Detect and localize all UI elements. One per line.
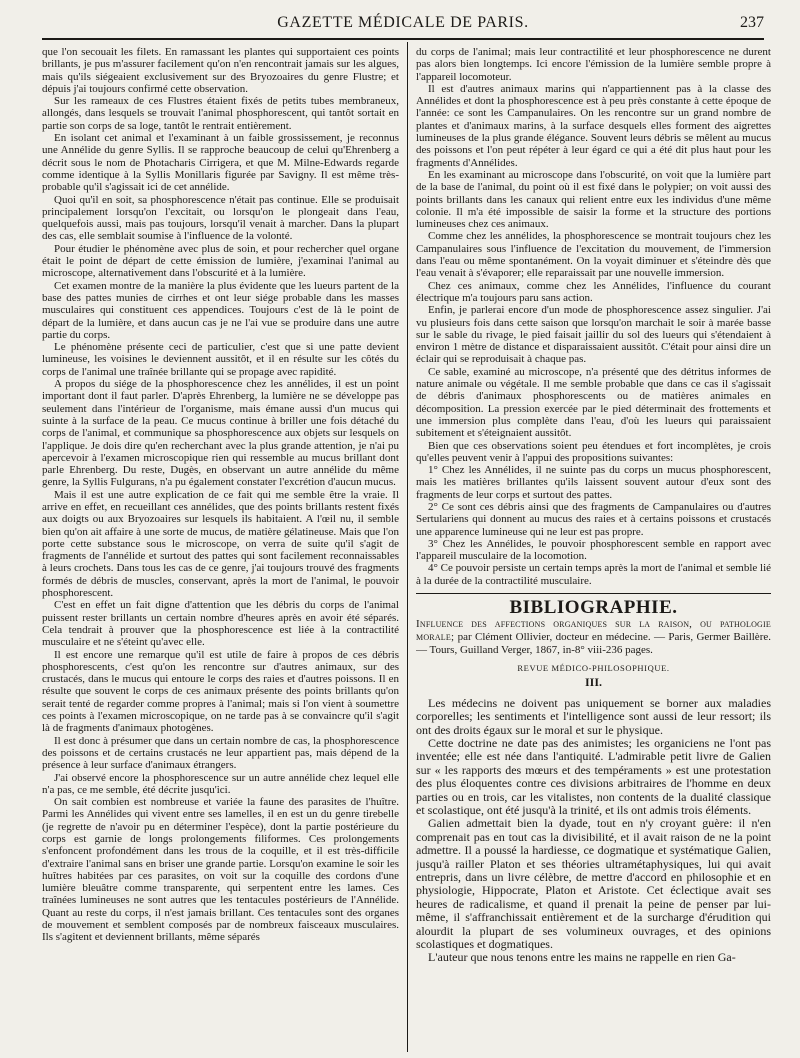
paragraph: Enfin, je parlerai encore d'un mode de phosphorescence assez singulier. J'ai vu plusieurs fois dans cette saison que lorsqu'on marchait le soir à marée basse sur le sable du rivage, le pied faisait jaillir du sol des lueurs qui s'étendaient à environ 1 mètre de distance et disparaissaient aussitôt. C'était pour ainsi dire un éclair qui se reproduisait à chaque pas. [416, 304, 771, 366]
paragraph: Quoi qu'il en soit, sa phosphorescence n'était pas continue. Elle se produisait principalement lorsqu'on l'excitait, ou lorsqu'on le plongeait dans l'eau, quelquefois aussi, mais pas toujours, lorsqu'il venait à marcher. Dans la plupart des cas, elle semblait soumise à l'influence de la volonté. [42, 193, 399, 243]
left-column [42, 46, 399, 1050]
paragraph: Galien admettait bien la dyade, tout en n'y croyant guère: il n'en comprenait pas en tout cas la divisibilité, et il avait raison de ne la point admettre. Il a poussé la hardiesse, ce dogmatique et systématique Galien, jusqu'à railler Platon et ses théories ultramétaphysiques, lui qui avait entrepris, dans un livre célèbre, de mettre d'accord en philosophie et en physiologie, Hippocrate, Platon et Aristote. Cet éclectique avait ses heures de radicalisme, et quand il prenait la peine de penser par lui-même, il s'affranchissait entièrement et de la surcharge d'érudition qui alourdit la plupart de ses volumineux ouvrages, et des opinions scolastiques et dogmatiques. [416, 816, 771, 952]
right-column [416, 46, 771, 1050]
page-number: 237 [740, 14, 764, 31]
column-divider [407, 42, 408, 1052]
paragraph: Il est d'autres animaux marins qui n'appartiennent pas à la classe des Annélides et dont la phosphorescence est à peu près constante à cette époque de l'année: ce sont les Campanulaires. On les rencontre sur un grand nombre de plantes et d'animaux marins, à la surface desquels elles forment des aigrettes lumineuses de la plus grande élégance. Souvent leurs débris se mêlent au mucus des poissons et l'on peut répéter à leur égard ce qui a été dit plus haut pour les fragments d'Annélides. [416, 82, 771, 169]
page-header [42, 12, 764, 38]
paragraph: A propos du siége de la phosphorescence chez les annélides, il est un point important dont il faut parler. D'après Ehrenberg, la lumière ne se développe pas seulement dans l'intérieur de l'organisme, mais émane aussi d'un mucus qui suinte à la surface de la peau. Ce mucus continue à briller une fois détaché du corps de l'animal, et communique sa phosphorescence aux objets sur lesquels on l'applique. Je dois dire qu'en recherchant avec la plus grande attention, je n'ai pu apercevoir à l'examen microscopique rien qui ressemble au mucus brillant dont parle Ehrenberg. Du reste, Dugès, en observant un autre annélide du même genre, la Syllis Fulgurans, n'a pu également constater l'excrétion d'aucun mucus. [42, 378, 399, 489]
propositions-list [416, 464, 771, 587]
paragraph: que l'on secouait les filets. En ramassant les plantes qui supportaient ces points brillants, je pus m'assurer facilement qu'on n'en rencontrait jamais sur les algues, mais qu'ils siégeaient exclusivement sur des Bryozoaires du genre Flustre; et dépuis j'ai toujours confirmé cette observation. [42, 46, 399, 95]
paragraph: J'ai observé encore la phosphorescence sur un autre annélide chez lequel elle n'a pas, ce me semble, été décrite jusqu'ici. [42, 771, 399, 796]
paragraph: Cette doctrine ne date pas des animistes; les organiciens ne l'ont pas inventée; elle est née dans l'antiquité. L'admirable petit livre de Galien sur « les rapports des mœurs et des tempéraments » est une protestation des plus éloquentes contre ces divisions arbitraires de l'homme en deux parties ou en trois, car les vitalistes, non contents de la dualité classique et scolastique, ont été jusqu'à la trinité, et ils ont admis trois éléments. [416, 735, 771, 817]
paragraph: du corps de l'animal; mais leur contractilité et leur phosphorescence ne durent pas alors bien longtemps. Ici encore l'émission de la lumière semble propre à l'appareil locomoteur. [416, 46, 771, 83]
book-details: par Clément Ollivier, docteur en médecine. — Paris, Germer Baillère. — Tours, Guilland Verger, 1867, in-8° viii-236 pages. [416, 630, 771, 656]
paragraph: Chez ces animaux, comme chez les Annélides, l'influence du courant électrique m'a toujours paru sans action. [416, 279, 771, 304]
book-title: Influence des affections organiques sur la raison, ou pathologie morale; [416, 618, 771, 643]
paragraph: En isolant cet animal et l'examinant à un faible grossissement, je reconnus une Annélide du genre Syllis. Il se rapproche beaucoup de celui qu'Ehrenberg a décrit sous le nom de Photacharis Cirrigera, et que M. Milne-Edwards regarde comme identique à la Syllis Monillaris figurée par Savigny. Il est même très-probable qu'il s'agissait ici de cet annélide. [42, 132, 399, 194]
paragraph: Bien que ces observations soient peu étendues et fort incomplètes, je crois qu'elles peuvent venir à l'appui des propositions suivantes: [416, 439, 771, 464]
proposition-item: 4° Ce pouvoir persiste un certain temps après la mort de l'animal et semble lié à la durée de la contractilité musculaire. [416, 562, 771, 587]
paragraph: On sait combien est nombreuse et variée la faune des parasites de l'huître. Parmi les Annélides qui vivent entre ses lamelles, il en est un du genre tirebelle (je regrette de n'avoir pu en déterminer l'espèce), dont la partie postérieure du corps est garnie de longs prolongements filiformes. Ces prolongements s'enfoncent profondément dans les trous de la coquille, et il est très-difficile d'extraire l'animal sans en briser une grande partie. Lorsqu'on examine le soir les huîtres habitées par ces parasites, on voit sur la coquille des cordons d'une lumière bleuâtre comme transparente, qui serpentent entre les lames. Ces traînées lumineuses ne sont autres que les tentacules postérieurs de l'Annélide. Quant au reste du corps, il n'est jamais brillant. Ces tentacules sont des organes de mouvement et semblent composés par de nombreux faisceaux musculaires. Ils s'agitent et deviennent brillants, même séparés [42, 796, 399, 944]
proposition-item: 2° Ce sont ces débris ainsi que des fragments de Campanulaires ou d'autres Sertulariens qui donnent au mucus des raies et à certains poissons et crustacés une apparence lumineuse qui ne leur est pas propre. [416, 500, 771, 538]
section-rule [416, 593, 771, 594]
paragraph: Cet examen montre de la manière la plus évidente que les lueurs partent de la base des pattes munies de cirrhes et ont leur siége probable dans les masses musculaires qui constituent ces appendices. Toujours c'est de là le point de départ de la lumière, et dans aucun cas je ne l'ai vue se produire dans une autre partie du corps. [42, 279, 399, 341]
paragraph: L'auteur que nous tenons entre les mains ne rappelle en rien Ga- [428, 950, 736, 965]
bibliography-heading: BIBLIOGRAPHIE. [509, 597, 678, 619]
book-reference [416, 618, 771, 656]
section-subtitle: REVUE MÉDICO-PHILOSOPHIQUE. [517, 663, 670, 674]
paragraph: Comme chez les annélides, la phosphorescence se montrait toujours chez les Campanulaires sous l'influence de l'excitation du mouvement, de l'immersion dans l'eau ou même spontanément. On la voyait diminuer et s'éteindre dès que l'eau venait à s'évaporer; elle reparaissait par une nouvelle immersion. [416, 230, 771, 280]
paragraph: Il est donc à présumer que dans un certain nombre de cas, la phosphorescence des poissons et de certains crustacés ne leur appartient pas, mais dépend de la présence à leur surface d'animaux étrangers. [42, 734, 399, 772]
paragraph: Pour étudier le phénomène avec plus de soin, et pour rechercher quel organe était le point de départ de cette émission de lumière, j'examinai l'animal au microscope, alternativement dans l'obscurité et à la lumière. [42, 242, 399, 280]
paragraph: Le phénomène présente ceci de particulier, c'est que si une patte devient lumineuse, les voisines le deviennent aussitôt, et il en résulte sur les côtés du corps de l'animal une traînée brillante qui se propage avec rapidité. [42, 341, 399, 378]
paragraph: Mais il est une autre explication de ce fait qui me semble être la vraie. Il arrive en effet, en recueillant ces annélides, que des points brillants restent fixés aux doigts ou aux Bryozoaires sur lesquels ils habitaient. A l'œil nu, il semble bien qu'on ait affaire à une sorte de mucus, de matière gélatineuse. Mais que l'on porte cette substance sous le microscope, on verra de suite qu'il s'agit de fragments de l'annélide et surtout des pattes qui sont facilement reconnaissables à leurs crochets. Dans tous les cas de ce genre, j'ai toujours trouvé des fragments formés de débris de muscles, conservant, après la mort de l'animal, le pouvoir phosphorescent. [42, 488, 399, 600]
paragraph: Les médecins ne doivent pas uniquement se borner aux maladies corporelles; les sentiments et l'intelligence sont aussi de leur ressort; ils ont des droits égaux sur le moral et sur le physique. [416, 695, 771, 737]
paragraph: Ce sable, examiné au microscope, n'a présenté que des détritus informes de nature animale ou végétale. Il me semble probable que dans ce cas il s'agissait de débris d'animaux phosphorescents ou de matières animales en décomposition. La pression exercée par le pied déterminait des frottements et une immersion plus complète dans l'eau, d'où les lueurs qui paraissaient subitement et s'éteignaient aussitôt. [416, 365, 771, 440]
proposition-item: 1° Chez les Annélides, il ne suinte pas du corps un mucus phosphorescent, mais les matières brillantes qu'ils laissent souvent autour d'eux sont des fragments de leur corps et surtout des pattes. [416, 464, 771, 501]
paragraph: Il est encore une remarque qu'il est utile de faire à propos de ces débris phosphorescents, c'est qu'on les rencontre sur d'autres animaux, sur des crustacés, dans le mucus qui entoure le corps des raies et d'autres poissons. Il en résulte que souvent le corps de ces animaux présente des points brillants qu'on serait tenté de regarder comme propres à l'animal; mais si l'on vient à soumettre ces points à l'examen microscopique, on ne tarde pas à se convaincre qu'il s'agit là de fragments d'animaux photogènes. [42, 648, 399, 735]
section-number: III. [584, 675, 602, 690]
paragraph: Sur les rameaux de ces Flustres étaient fixés de petits tubes membraneux, allongés, dans lesquels se trouvait l'animal phosphorescent, qui tantôt sortait en partie son corps de sa loge, tantôt le rentrait entièrement. [42, 95, 399, 132]
journal-title: GAZETTE MÉDICALE DE PARIS. [277, 14, 529, 31]
paragraph: En les examinant au microscope dans l'obscurité, on voit que la lumière part de la base de l'animal, du point où il est fixé dans le polypier; on voit aussi des points brillants dans les canaux qui relient entre eux les individus d'une même colonie. Il m'a été impossible de saisir la forme et la structure des portions lumineuses chez ces animaux. [416, 168, 771, 231]
review-text [416, 697, 771, 965]
paragraph: C'est en effet un fait digne d'attention que les débris du corps de l'animal puissent rester brillants un certain nombre d'heures après en avoir été séparés. Cela tendrait à prouver que la phosphorescence est liée à la contractilité musculaire et ne s'éteint qu'avec elle. [42, 599, 399, 649]
header-rule [42, 38, 764, 40]
proposition-item: 3° Chez les Annélides, le pouvoir phosphorescent semble en rapport avec l'appareil musculaire de la locomotion. [416, 537, 771, 563]
